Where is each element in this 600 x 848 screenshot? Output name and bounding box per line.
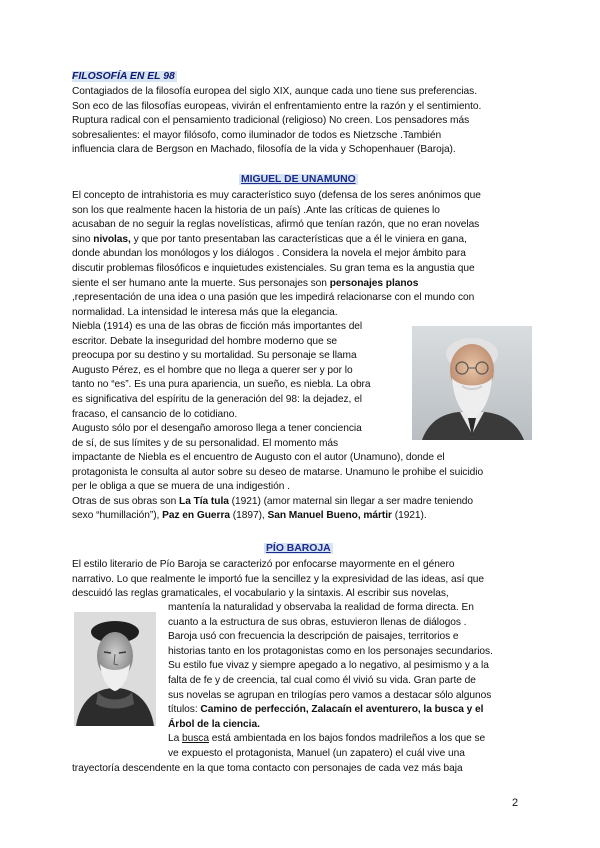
text-line <box>72 233 532 248</box>
unamuno-portrait <box>412 326 532 440</box>
niebla-paragraph-cont <box>72 451 532 524</box>
text-run: sino <box>72 233 94 245</box>
text-line: ve expuesto el protagonista, Manuel (un zapatero) el cuál vive una <box>168 747 465 759</box>
text-line <box>168 718 536 733</box>
text-line: sus novelas se agrupan en trilogías pero vamos a destacar sólo algunos <box>168 689 492 701</box>
bold-title-paz-en-guerra: Paz en Guerra <box>162 510 230 522</box>
text-run: sexo “humillación”), <box>72 510 163 522</box>
bold-term-personajes-planos: personajes planos <box>329 277 419 289</box>
bold-term-nivolas: nivolas, <box>93 233 131 245</box>
text-line <box>168 732 536 747</box>
text-run: (1921). <box>391 510 427 522</box>
page-number: 2 <box>512 797 519 809</box>
text-run: La <box>168 733 183 745</box>
text-line: Niebla (1914) es una de las obras de ficción más importantes del <box>72 321 363 332</box>
text-line: tanto no “es”. Es una pura apariencia, un sueño, es niebla. La obra <box>72 379 371 391</box>
text-line: Son eco de las filosofías europeas, vivirán el enfrentamiento entre la razón y el sentimiento. <box>72 100 482 112</box>
text-run: títulos: <box>168 704 201 716</box>
text-line: es significativa del espíritu de la generación del 98: la dejadez, el <box>72 393 362 405</box>
text-line: de sí, de sus límites y de su personalidad. El momento más <box>72 437 339 449</box>
text-line: preocupa por su destino y su mortalidad. Su personaje se llama <box>72 350 357 362</box>
text-line: Augusto Pérez, es el hombre que no llega a querer ser y por lo <box>72 364 353 376</box>
niebla-paragraph <box>72 320 402 451</box>
text-line: trayectoría descendente en la que toma contacto con personajes de cada vez más baja <box>72 763 463 774</box>
text-line: son los que realmente hacen la historia de un país) .Ante las críticas de quienes lo <box>72 204 440 216</box>
text-line: impactante de Niebla es el encuentro de Augusto con el autor (Unamuno), donde el <box>72 452 445 463</box>
unamuno-paragraph <box>72 189 532 320</box>
text-line: cuanto a la estructura de sus obras, estuvieron llenas de diálogos . <box>168 616 467 628</box>
text-line: historias tanto en los protagonistas como en los personajes secundarios. <box>168 645 493 657</box>
text-line: Augusto sólo por el desengaño amoroso llega a tener conciencia <box>72 423 362 435</box>
text-run: Otras de sus obras son <box>72 495 180 507</box>
text-line: descuidó las reglas gramaticales, el vocabulario y la sintaxis. Al escribir sus novelas, <box>72 588 449 600</box>
text-line <box>72 495 532 510</box>
text-line: Contagiados de la filosofía europea del siglo XIX, aunque cada uno tiene sus preferencias. <box>72 86 477 97</box>
section-heading-filosofia: FILOSOFÍA EN EL 98 <box>72 71 175 82</box>
text-line: Ruptura radical con el pensamiento tradicional (religioso) No creen. Los pensadores más <box>72 115 470 127</box>
text-line: Baroja usó con frecuencia la descripción de paisajes, territorios e <box>168 631 459 643</box>
baroja-paragraph-narrow <box>168 601 536 762</box>
baroja-paragraph-last <box>72 762 536 777</box>
text-line: donde abundan los monólogos y los diálogos . Considera la novela el mejor ámbito para <box>72 248 466 260</box>
bold-title-san-manuel-bueno: San Manuel Bueno, mártir <box>267 510 392 522</box>
text-line: protagonista le consulta al autor sobre su deseo de matarse. Unamuno le prohibe el suicidio <box>72 466 484 478</box>
text-line: fracaso, el cansancio de lo cotidiano. <box>72 408 238 420</box>
underlined-term-busca: busca <box>182 733 209 745</box>
text-line: escritor. Debate la inseguridad del hombre moderno que se <box>72 335 338 347</box>
text-run: (1897), <box>229 510 268 522</box>
text-line: Su estilo fue vivaz y siempre apegado a lo negativo, al pesimismo y a la <box>168 660 489 672</box>
text-line: El estilo literario de Pío Baroja se caracterizó por enfocarse mayormente en el género <box>72 559 455 570</box>
text-line: ,representación de una idea o una pasión que les impedirá relacionarse con el mundo con <box>72 292 475 304</box>
text-line: El concepto de intrahistoria es muy característico suyo (defensa de los seres anónimos que <box>72 190 481 201</box>
baroja-portrait <box>74 612 156 726</box>
text-line: influencia clara de Bergson en Machado, filosofía de la vida y Schopenhauer (Baroja). <box>72 144 456 156</box>
text-line: per le obliga a que se muera de una indigestión . <box>72 481 290 493</box>
text-line: falta de fe y de creencia, tal cual como él vivió su vida. Gran parte de <box>168 674 476 686</box>
text-line <box>168 703 536 718</box>
text-line: mantenía la naturalidad y observaba la realidad de forma directa. En <box>168 602 474 613</box>
text-line: discutir problemas filosóficos e inquietudes existenciales. Su gran tema es la angustia que <box>72 262 475 274</box>
text-line: narrativo. Lo que realmente le importó fue la sencillez y la expresividad de las ideas, así que <box>72 573 485 585</box>
section-heading-baroja: PÍO BAROJA <box>266 543 331 554</box>
bold-title-la-tia-tula: La Tía tula <box>179 495 229 507</box>
text-line: sobresalientes: el mayor filósofo, como iluminador de todos es Nietzsche .También <box>72 129 442 141</box>
bold-title-arbol-ciencia: Árbol de la ciencia. <box>168 718 260 730</box>
text-run: (1921) (amor maternal sin llegar a ser madre teniendo <box>228 495 474 507</box>
text-run: siente el ser humano ante la muerte. Sus personajes son <box>72 277 330 289</box>
filosofia-paragraph <box>72 85 532 158</box>
baroja-paragraph <box>72 558 532 602</box>
text-run: está ambientada en los bajos fondos madrileños a los que se <box>208 733 486 745</box>
text-line: acusaban de no seguir la reglas novelísticas, afirmó que tenían razón, que no eran novelas <box>72 219 480 231</box>
section-heading-unamuno: MIGUEL DE UNAMUNO <box>241 174 356 185</box>
text-line <box>72 509 532 524</box>
bold-titles-baroja: Camino de perfección, Zalacaín el aventurero, la busca y el <box>200 704 484 716</box>
text-line: normalidad. La intensidad le interesa más que la elegancia. <box>72 306 338 318</box>
text-line <box>72 277 532 292</box>
text-run: y que por tanto presentaban las características que a él le viniera en gana, <box>130 233 467 245</box>
